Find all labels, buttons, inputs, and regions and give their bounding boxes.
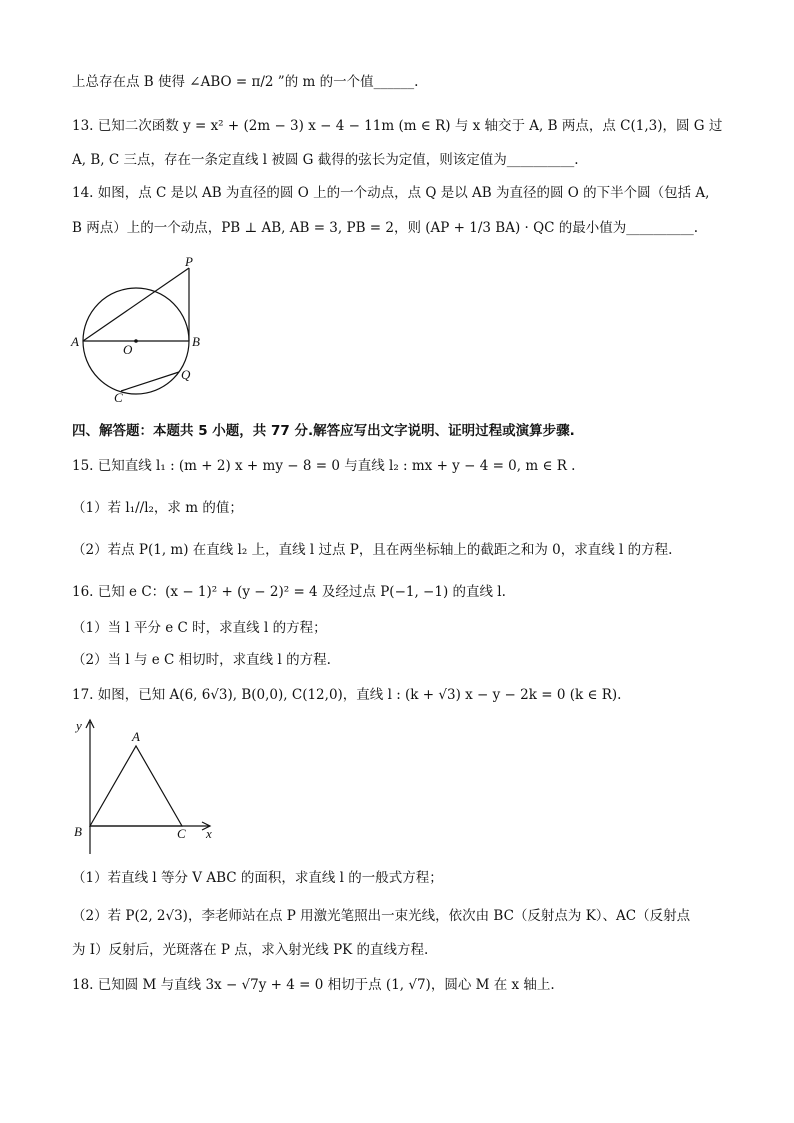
label-x: x — [206, 826, 212, 841]
q16-part2: （2）当 l 与 e C 相切时，求直线 l 的方程. — [72, 652, 331, 668]
q15-part2: （2）若点 P(1, m) 在直线 l₂ 上，直线 l 过点 P，且在两坐标轴上的截距之和为 0，求直线 l 的方程. — [72, 542, 673, 558]
q14-line1: 14. 如图，点 C 是以 AB 为直径的圆 O 上的一个动点，点 Q 是以 AB 为直径的圆 O 的下半个圆（包括 A, — [72, 185, 710, 201]
figure-q14-circle — [70, 252, 210, 408]
q17-stem: 17. 如图，已知 A(6, 6√3), B(0,0), C(12,0)，直线 l : (k + √3) x − y − 2k = 0 (k ∈ R). — [72, 687, 622, 703]
segment-ap — [83, 268, 189, 341]
q17-part1: （1）若直线 l 等分 V ABC 的面积，求直线 l 的一般式方程； — [72, 870, 443, 886]
q15-part1: （1）若 l₁//l₂，求 m 的值； — [72, 500, 243, 516]
triangle-abc — [90, 746, 182, 826]
q13-line1: 13. 已知二次函数 y = x² + (2m − 3) x − 4 − 11m (m ∈ R) 与 x 轴交于 A, B 两点，点 C(1,3)，圆 G 过 — [72, 118, 723, 134]
q17-part2-line2: 为 I）反射后，光斑落在 P 点，求入射光线 PK 的直线方程. — [72, 942, 429, 958]
label-o: O — [123, 342, 133, 357]
q14-line2: B 两点）上的一个动点，PB ⊥ AB, AB = 3, PB = 2，则 (AP + 1/3 BA) · QC 的最小值为__________. — [72, 220, 699, 236]
label-a: A — [132, 729, 140, 744]
q15-stem: 15. 已知直线 l₁ : (m + 2) x + my − 8 = 0 与直线 l₂ : mx + y − 4 = 0, m ∈ R . — [72, 458, 576, 474]
label-p: P — [185, 254, 193, 269]
q16-stem: 16. 已知 e C：(x − 1)² + (y − 2)² = 4 及经过点 P(−1, −1) 的直线 l. — [72, 584, 506, 600]
label-a: A — [71, 334, 79, 349]
q13-line2: A, B, C 三点，存在一条定直线 l 被圆 G 截得的弦长为定值，则该定值为__________. — [72, 152, 579, 168]
label-c: C — [114, 390, 123, 405]
label-c: C — [177, 826, 186, 841]
label-y: y — [76, 718, 82, 733]
center-dot — [134, 339, 138, 343]
q16-part1: （1）当 l 平分 e C 时，求直线 l 的方程； — [72, 620, 327, 636]
section-heading: 四、解答题：本题共 5 小题，共 77 分.解答应写出文字说明、证明过程或演算步骤. — [72, 423, 575, 439]
label-b: B — [74, 824, 82, 839]
figure-q17-triangle — [70, 714, 230, 864]
q12-tail: 上总存在点 B 使得 ∠ABO = π/2 ”的 m 的一个值______. — [72, 74, 419, 90]
q17-part2-line1: （2）若 P(2, 2√3)，李老师站在点 P 用激光笔照出一束光线，依次由 BC（反射点为 K）、AC（反射点 — [72, 908, 691, 924]
label-q: Q — [181, 367, 191, 382]
q18-stem: 18. 已知圆 M 与直线 3x − √7y + 4 = 0 相切于点 (1, √7)，圆心 M 在 x 轴上. — [72, 977, 555, 993]
label-b: B — [192, 334, 200, 349]
